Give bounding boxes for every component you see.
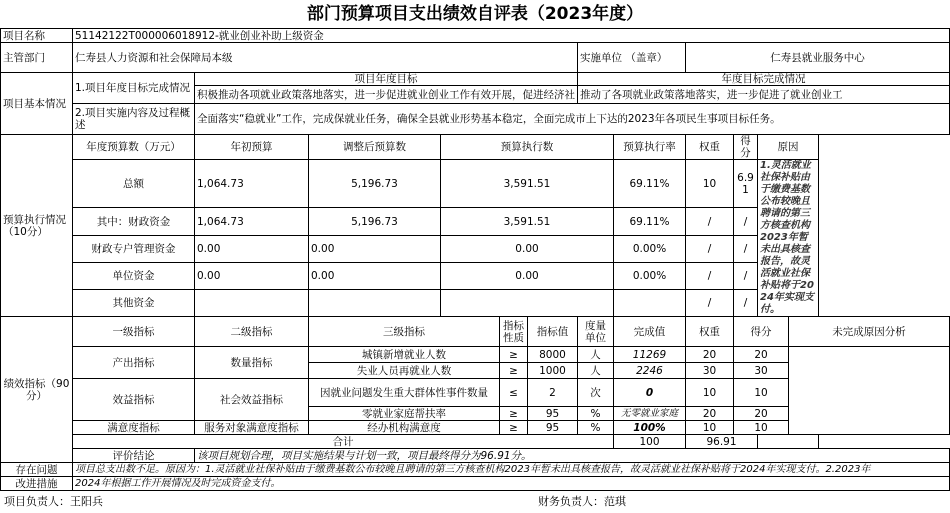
budget-score: / [734, 262, 758, 289]
budget-header-initial: 年初预算 [195, 135, 309, 160]
perf-total-score: 96.91 [686, 435, 758, 449]
budget-header-reason: 原因 [758, 135, 819, 160]
budget-row-name: 其他资金 [73, 289, 195, 316]
improve-text: 2024年根据工作开展情况及时完成资金支付。 [73, 477, 950, 491]
budget-executed: 0.00 [441, 262, 614, 289]
perf-row [1, 347, 950, 363]
perf-op: ≤ [500, 379, 528, 407]
perf-done: 2246 [614, 363, 686, 379]
budget-executed [441, 289, 614, 316]
improve-label: 改进措施 [1, 477, 73, 491]
budget-executed: 0.00 [441, 235, 614, 262]
budget-rate [614, 289, 686, 316]
footer [0, 491, 950, 513]
issue-text: 项目总支出数不足。原因为：1.灵活就业社保补贴由于缴费基数公布较晚且聘请的第三方核查机构2023年暂未出具核查报告，故灵活就业社保补贴将于2024年实现支付。2.2023年 [73, 463, 950, 477]
budget-initial: 0.00 [195, 235, 309, 262]
budget-weight: 10 [686, 160, 734, 208]
perf-unit: % [578, 421, 614, 435]
budget-adjusted: 5,196.73 [309, 208, 441, 235]
perf-header-score: 得分 [734, 317, 789, 347]
perf-unit: 人 [578, 347, 614, 363]
perf-target: 95 [528, 421, 578, 435]
issue-label: 存在问题 [1, 463, 73, 477]
budget-header-weight: 权重 [686, 135, 734, 160]
perf-score: 20 [734, 347, 789, 363]
perf-score: 10 [734, 379, 789, 407]
perf-total-row [1, 435, 950, 449]
perf-header-unit: 度量单位 [578, 317, 614, 347]
perf-done: 无零就业家庭 [614, 407, 686, 421]
perf-group-satisfaction: 满意度指标 [73, 421, 195, 435]
budget-reason: 1.灵活就业社保补贴由于缴费基数公布较晚且聘请的第三方核查机构2023年暂未出具核查报告，故灵活就业社保补贴将于2024年实现支付。 [758, 160, 819, 317]
perf-target: 1000 [528, 363, 578, 379]
budget-score: / [734, 289, 758, 316]
perf-done: 100% [614, 421, 686, 435]
perf-group-quantity: 数量指标 [195, 347, 309, 379]
page-title: 部门预算项目支出绩效自评表（2023年度） [306, 4, 644, 24]
perf-indicator: 城镇新增就业人数 [309, 347, 500, 363]
budget-adjusted: 0.00 [309, 235, 441, 262]
budget-adjusted: 5,196.73 [309, 160, 441, 208]
budget-row-name: 总额 [73, 160, 195, 208]
budget-weight: / [686, 235, 734, 262]
budget-score: 6.91 [734, 160, 758, 208]
perf-op: ≥ [500, 347, 528, 363]
content-text: 全面落实“稳就业”工作，完成保就业任务，确保全县就业形势基本稳定，全面完成市上下达的2023年各项民生事项目标任务。 [195, 104, 950, 135]
evaluation-table [0, 28, 950, 491]
budget-rate: 69.11% [614, 208, 686, 235]
perf-score: 10 [734, 421, 789, 435]
budget-initial: 0.00 [195, 262, 309, 289]
perf-reason-cell [789, 347, 950, 435]
content-label: 2.项目实施内容及过程概述 [73, 104, 195, 135]
goal-text: 积极推动各项就业政策落地落实，进一步促进就业创业工作有效开展，促进经济社 [195, 86, 578, 104]
project-name: 51142122T000006018912-就业创业补助上级资金 [73, 29, 950, 43]
perf-total-reason [758, 435, 819, 449]
impl-unit-label: 实施单位 （盖章） [578, 43, 686, 73]
goal-label: 1.项目年度目标完成情况 [73, 73, 195, 104]
perf-group-benefit: 效益指标 [73, 379, 195, 421]
eval-text: 该项目规划合理，项目实施结果与计划一致，项目最终得分为96.91分。 [195, 449, 950, 463]
budget-rate: 0.00% [614, 262, 686, 289]
perf-indicator: 经办机构满意度 [309, 421, 500, 435]
goal-header: 项目年度目标 [195, 73, 578, 86]
perf-header-target: 指标值 [528, 317, 578, 347]
budget-rate: 69.11% [614, 160, 686, 208]
budget-header-adjusted: 调整后预算数 [309, 135, 441, 160]
perf-op: ≥ [500, 363, 528, 379]
perf-total-weight: 100 [614, 435, 686, 449]
budget-initial: 1,064.73 [195, 208, 309, 235]
perf-header-reason: 未完成原因分析 [789, 317, 950, 347]
budget-weight: / [686, 208, 734, 235]
finance-block [534, 491, 626, 513]
leader-block [0, 491, 534, 513]
budget-weight: / [686, 262, 734, 289]
budget-section-label: 预算执行情况（10分） [1, 135, 73, 317]
goal-status-header: 年度目标完成情况 [578, 73, 950, 86]
eval-label: 评价结论 [73, 449, 195, 463]
perf-op: ≥ [500, 421, 528, 435]
perf-indicator: 失业人员再就业人数 [309, 363, 500, 379]
perf-weight: 10 [686, 421, 734, 435]
finance-name: 范琪 [604, 495, 626, 508]
budget-executed: 3,591.51 [441, 208, 614, 235]
perf-total-label: 合计 [73, 435, 614, 449]
perf-target: 8000 [528, 347, 578, 363]
budget-header-annual: 年度预算数（万元） [73, 135, 195, 160]
budget-adjusted [309, 289, 441, 316]
basic-info-label: 项目基本情况 [1, 73, 73, 135]
perf-done: 0 [614, 379, 686, 407]
budget-header-executed: 预算执行数 [441, 135, 614, 160]
perf-group-social: 社会效益指标 [195, 379, 309, 421]
perf-indicator: 零就业家庭帮扶率 [309, 407, 500, 421]
budget-row-name: 财政专户管理资金 [73, 235, 195, 262]
budget-header-rate: 预算执行率 [614, 135, 686, 160]
budget-score: / [734, 235, 758, 262]
perf-section-label: 绩效指标（90分） [1, 317, 73, 463]
budget-row-name: 单位资金 [73, 262, 195, 289]
perf-op: ≥ [500, 407, 528, 421]
budget-adjusted: 0.00 [309, 262, 441, 289]
perf-header-done: 完成值 [614, 317, 686, 347]
perf-header-level3: 三级指标 [309, 317, 500, 347]
dept-value: 仁寿县人力资源和社会保障局本级 [73, 43, 578, 73]
budget-row-name: 其中：财政资金 [73, 208, 195, 235]
perf-unit: 次 [578, 379, 614, 407]
budget-weight: / [686, 289, 734, 316]
dept-label: 主管部门 [1, 43, 73, 73]
budget-score: / [734, 208, 758, 235]
perf-target: 2 [528, 379, 578, 407]
perf-done: 11269 [614, 347, 686, 363]
perf-weight: 20 [686, 347, 734, 363]
perf-score: 30 [734, 363, 789, 379]
perf-header-nature: 指标性质 [500, 317, 528, 347]
perf-weight: 30 [686, 363, 734, 379]
perf-header-weight: 权重 [686, 317, 734, 347]
perf-weight: 10 [686, 379, 734, 407]
perf-unit: 人 [578, 363, 614, 379]
perf-unit: % [578, 407, 614, 421]
leader-name: 王阳兵 [70, 495, 103, 508]
perf-group-output: 产出指标 [73, 347, 195, 379]
perf-score: 20 [734, 407, 789, 421]
leader-label: 项目负责人： [4, 495, 70, 508]
budget-header-score: 得分 [734, 135, 758, 160]
budget-executed: 3,591.51 [441, 160, 614, 208]
budget-initial: 1,064.73 [195, 160, 309, 208]
perf-header-level1: 一级指标 [73, 317, 195, 347]
finance-label: 财务负责人： [538, 495, 604, 508]
perf-weight: 20 [686, 407, 734, 421]
perf-group-service: 服务对象满意度指标 [195, 421, 309, 435]
perf-header-level2: 二级指标 [195, 317, 309, 347]
budget-rate: 0.00% [614, 235, 686, 262]
perf-indicator: 因就业问题发生重大群体性事件数量 [309, 379, 500, 407]
goal-status-text: 推动了各项就业政策落地落实，进一步促进了就业创业工 [578, 86, 950, 104]
budget-initial [195, 289, 309, 316]
impl-unit-value: 仁寿县就业服务中心 [686, 43, 950, 73]
project-name-label: 项目名称 [1, 29, 73, 43]
perf-target: 95 [528, 407, 578, 421]
budget-row [1, 160, 950, 208]
